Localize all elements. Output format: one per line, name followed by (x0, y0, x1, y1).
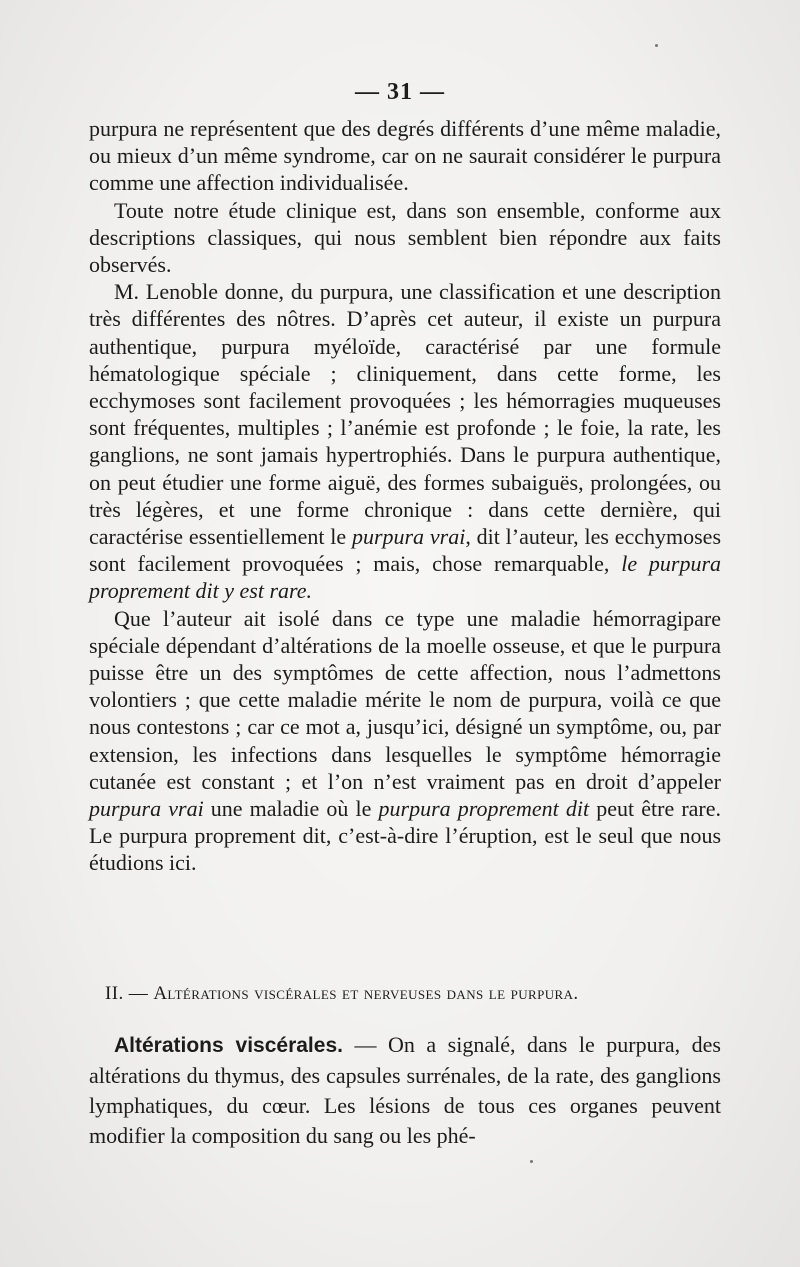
paragraph-4-text-c: peut être rare. Le purpura proprement dit, c’est-à-dire l’éruption, est le seul que nous étudions ici. (89, 796, 722, 876)
paragraph-1: purpura ne représentent que des degrés différents d’une même maladie, ou mieux d’un même syndrome, car on ne saurait considérer le purpura comme une affection individualisée. (89, 116, 721, 196)
paragraph-3 (89, 278, 721, 604)
section-number: II. — (105, 983, 149, 1004)
section-paragraph-text: — On a signalé, dans le purpura, des altérations du thymus, des capsules surrénales, de la rate, des ganglions lymphatiques, du cœur. Les lésions de tous ces organes peuvent modifier la composition du sang ou les phé- (89, 1032, 721, 1148)
paper-speck (655, 44, 658, 47)
paragraph-4-emphasis-b: purpura proprement dit (378, 796, 590, 822)
paragraph-4-text-b: une maladie où le (203, 796, 379, 822)
paper-speck (530, 1160, 533, 1163)
paragraph-4-emphasis-a: purpura vrai (89, 796, 204, 822)
paragraph-3-text-b: , dit l’auteur, les ecchymoses sont facilement provoquées ; mais, chose remarquable, (89, 524, 722, 577)
section-title: Altérations viscérales et nerveuses dans le purpura. (153, 983, 579, 1004)
paragraph-3-emphasis-b: le purpura proprement dit y est rare. (89, 551, 721, 604)
paragraph-4 (89, 605, 721, 877)
section-heading (105, 983, 725, 1005)
section-paragraph (89, 1030, 721, 1151)
paragraph-3-text-a: M. Lenoble donne, du purpura, une classification et une description très différentes des nôtres. D’après cet auteur, il existe un purpura authentique, purpura myéloïde, caractérisé par une formule hématologique spéciale ; cliniquement, dans cette forme, les ecchymoses sont facilement provoquées ; les hémorragies muqueuses sont fréquentes, multiples ; l’anémie est profonde ; le foie, la rate, les ganglions, ne sont jamais hypertrophiés. Dans le purpura authentique, on peut étudier une forme aiguë, des formes subaiguës, prolongées, ou très légères, et une forme chronique : dans cette dernière, qui caractérise essentiellement le (89, 279, 721, 550)
run-in-heading: Altérations viscérales. (114, 1034, 343, 1057)
page-number: — 31 — (355, 79, 445, 105)
body-text (89, 115, 721, 877)
paragraph-3-emphasis-a: purpura vrai (351, 524, 466, 550)
paragraph-4-text-a: Que l’auteur ait isolé dans ce type une maladie hémorragipare spéciale dépendant d’altérations de la moelle osseuse, et que le purpura puisse être un des symptômes de cette affection, nous l’admettons volontiers ; que cette maladie mérite le nom de purpura, voilà ce que nous contestons ; car ce mot a, jusqu’ici, désigné un symptôme, ou, par extension, les infections dans lesquelles le symptôme hémorragie cutanée est constant ; et l’on n’est vraiment pas en droit d’appeler (89, 605, 721, 794)
paragraph-2: Toute notre étude clinique est, dans son ensemble, conforme aux descriptions classiques, qui nous semblent bien répondre aux faits observés. (89, 197, 721, 278)
